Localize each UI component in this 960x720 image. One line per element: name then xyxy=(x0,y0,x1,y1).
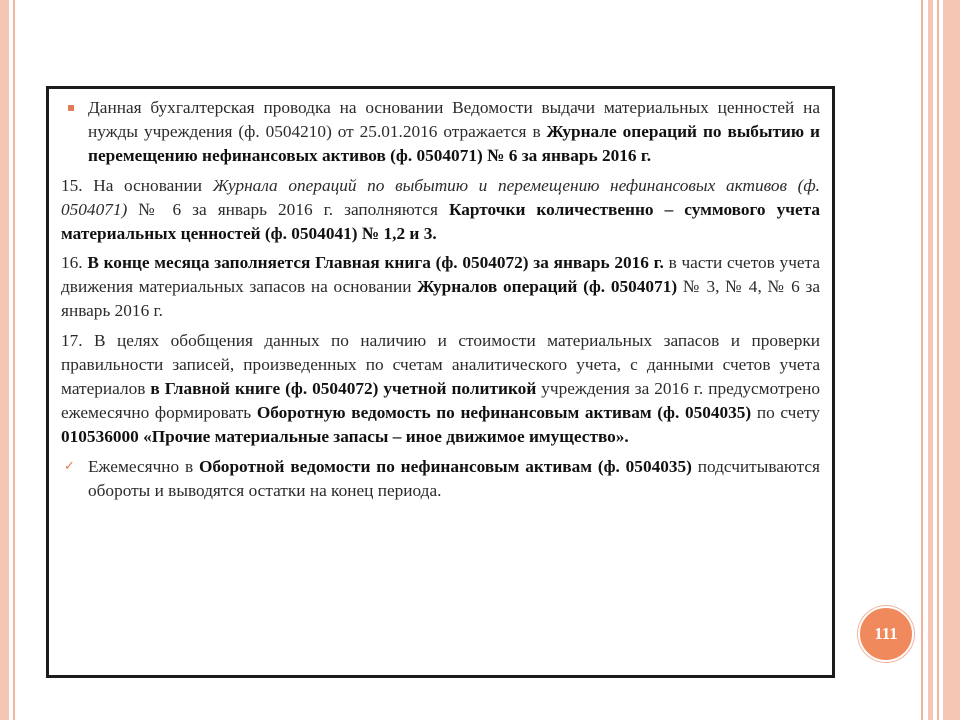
square-bullet-icon: ▪ xyxy=(67,100,76,114)
frame-left-band xyxy=(0,0,9,720)
p4-text-1: 17. В целях обобщения данных по наличию и стоимости материальных запасов и проверки правильности записей, произведенных по счетам аналитического учета, с данными счетов учета материалов xyxy=(61,331,820,398)
p3-bold-1: В конце месяца заполняется Главная книга (ф. 0504072) за январь 2016 г. xyxy=(87,253,664,273)
p1-bold-1: Журнале операций по выбытию и перемещению нефинансовых активов (ф. 0504071) № 6 за январь 2016 г. xyxy=(88,121,820,165)
p5-bold-1: Оборотной ведомости по нефинансовым активам (ф. 0504035) xyxy=(198,456,692,476)
p4-text-3: по счету xyxy=(751,402,820,422)
p3-text-1: 16. xyxy=(61,253,88,273)
slide-text-box xyxy=(46,86,835,678)
frame-left-line xyxy=(13,0,15,720)
p3-text-3: № 3, № 4, № 6 за январь 2016 г. xyxy=(61,277,820,321)
p4-text-2: учреждения за 2016 г. предусмотрено ежемесячно формировать xyxy=(61,378,820,422)
slide-number-badge: 111 xyxy=(858,606,914,662)
p2-text-1: 15. На основании xyxy=(61,175,213,195)
p2-bold-1: Карточки количественно – суммового учета материальных ценностей (ф. 0504041) № 1,2 и 3. xyxy=(61,199,820,243)
paragraph-item-15 xyxy=(61,174,820,246)
p1-text-1: Данная бухгалтерская проводка на основании Ведомости выдачи материальных ценностей на нужды учреждения (ф. 0504210) от 25.01.2016 отражается в xyxy=(88,98,820,141)
p4-bold-2: Оборотную ведомость по нефинансовым активам (ф. 0504035) xyxy=(256,402,752,422)
p5-text-1: Ежемесячно в xyxy=(88,456,199,476)
p3-text-2: в части счетов учета движения материальных запасов на основании xyxy=(61,253,820,297)
paragraph-item-17 xyxy=(61,329,820,449)
checkmark-bullet-icon: ✓ xyxy=(64,458,75,474)
paragraph-journal-entry xyxy=(61,96,820,168)
frame-right-line-2 xyxy=(937,0,939,720)
p2-text-2: № 6 за январь 2016 г. заполняются xyxy=(127,199,449,219)
p5-text-2: подсчитываются обороты и выводятся остатки на конец периода. xyxy=(88,456,820,500)
p2-italic-1: Журнала операций по выбытию и перемещению нефинансовых активов (ф. 0504071) xyxy=(61,175,820,219)
p3-bold-2: Журналов операций (ф. 0504071) xyxy=(417,277,678,297)
paragraph-monthly-turnover xyxy=(61,455,820,503)
p4-bold-1: в Главной книге (ф. 0504072) учетной политикой xyxy=(150,378,537,398)
frame-right-band-2 xyxy=(943,0,960,720)
frame-right-band-1 xyxy=(928,0,933,720)
p4-bold-3: 010536000 «Прочие материальные запасы – иное движимое имущество». xyxy=(61,426,629,446)
frame-right-line-1 xyxy=(921,0,923,720)
paragraph-item-16 xyxy=(61,251,820,323)
